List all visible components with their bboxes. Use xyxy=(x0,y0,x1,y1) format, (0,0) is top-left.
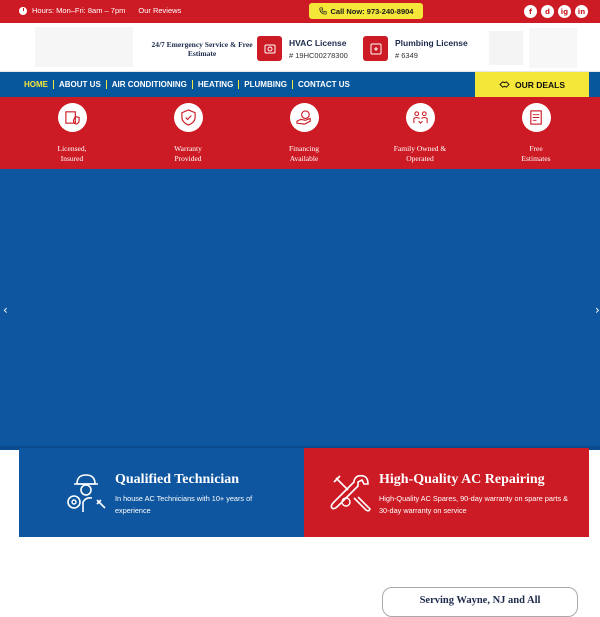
emergency-service-text: 24/7 Emergency Service & Free Estimate xyxy=(151,40,253,58)
nav-heating[interactable]: HEATING xyxy=(197,80,234,89)
nav-separator xyxy=(53,80,54,89)
slider-next-arrow[interactable]: › xyxy=(595,303,600,317)
license-shield-icon xyxy=(58,103,87,132)
linkedin-icon[interactable]: in xyxy=(575,5,588,18)
site-header xyxy=(0,23,600,72)
phone-icon xyxy=(319,7,327,15)
feature-family-owned xyxy=(375,103,465,164)
clock-icon xyxy=(19,7,27,15)
hvac-license-number: # 19HC00278300 xyxy=(289,50,348,60)
our-deals-label: OUR DEALS xyxy=(514,79,566,90)
partner-logo-placeholder xyxy=(529,28,577,68)
feature-licensed-line1: Licensed, xyxy=(57,144,87,153)
top-bar xyxy=(0,0,600,23)
nav-separator xyxy=(292,80,293,89)
feature-financing xyxy=(259,103,349,164)
hours-text: Hours: Mon–Fri: 8am – 7pm xyxy=(32,6,126,15)
nav-air-conditioning[interactable]: AIR CONDITIONING xyxy=(111,80,187,89)
card-qualified-technician xyxy=(19,448,304,537)
hours-info xyxy=(19,6,181,15)
estimate-document-icon xyxy=(522,103,551,132)
nav-about-us[interactable]: ABOUT US xyxy=(59,80,101,89)
hvac-license-icon xyxy=(257,36,282,61)
feature-licensed-line2: Insured xyxy=(60,154,84,163)
warranty-badge-icon xyxy=(174,103,203,132)
call-now-label: Call Now: 973-240-8904 xyxy=(330,6,414,16)
features-strip xyxy=(0,97,600,169)
financing-hand-icon xyxy=(290,103,319,132)
badge-placeholder xyxy=(489,31,523,65)
hvac-license xyxy=(257,36,348,61)
feature-family-line2: Operated xyxy=(406,154,434,163)
service-cards xyxy=(19,448,589,537)
technician-gear-icon xyxy=(63,470,109,516)
tiktok-icon[interactable]: d xyxy=(541,5,554,18)
hvac-license-title: HVAC License xyxy=(289,37,347,48)
nav-separator xyxy=(238,80,239,89)
feature-licensed xyxy=(27,103,117,164)
card-ac-repairing-desc: High-Quality AC Spares, 90-day warranty on spare parts & 30-day warranty on service xyxy=(379,494,568,515)
nav-separator xyxy=(106,80,107,89)
hero-slider xyxy=(0,169,600,450)
slider-prev-arrow[interactable]: ‹ xyxy=(3,303,8,317)
logo[interactable] xyxy=(35,27,133,67)
family-icon xyxy=(406,103,435,132)
nav-separator xyxy=(192,80,193,89)
card-ac-repairing-title: High-Quality AC Repairing xyxy=(379,472,545,487)
our-reviews-link[interactable]: Our Reviews xyxy=(138,6,182,15)
facebook-icon[interactable]: f xyxy=(524,5,537,18)
feature-warranty-line2: Provided xyxy=(174,154,202,163)
call-now-button[interactable] xyxy=(309,3,423,19)
instagram-icon[interactable]: ig xyxy=(558,5,571,18)
serving-area-heading: Serving Wayne, NJ and All xyxy=(382,587,578,617)
card-qualified-title: Qualified Technician xyxy=(115,472,240,487)
plumbing-license-number: # 6349 xyxy=(395,50,418,60)
feature-family-line1: Family Owned & xyxy=(393,144,447,153)
feature-financing-line2: Available xyxy=(289,154,319,163)
feature-warranty xyxy=(143,103,233,164)
feature-free-estimates xyxy=(491,103,581,164)
plumbing-license-title: Plumbing License xyxy=(395,37,468,48)
plumbing-license-icon xyxy=(363,36,388,61)
feature-free-line2: Estimates xyxy=(521,154,551,163)
handshake-icon xyxy=(499,80,510,89)
nav-contact-us[interactable]: CONTACT US xyxy=(297,80,350,89)
feature-free-line1: Free xyxy=(529,144,543,153)
plumbing-license xyxy=(363,36,468,61)
feature-financing-line1: Financing xyxy=(289,144,319,153)
nav-home[interactable]: HOME xyxy=(24,80,48,89)
social-links xyxy=(524,5,588,18)
feature-warranty-line1: Warranty xyxy=(174,144,202,153)
wrench-tools-icon xyxy=(328,470,374,516)
card-ac-repairing xyxy=(304,448,589,537)
our-deals-button[interactable] xyxy=(475,72,589,97)
nav-plumbing[interactable]: PLUMBING xyxy=(244,80,287,89)
card-qualified-desc: In house AC Technicians with 10+ years of experience xyxy=(115,494,253,515)
